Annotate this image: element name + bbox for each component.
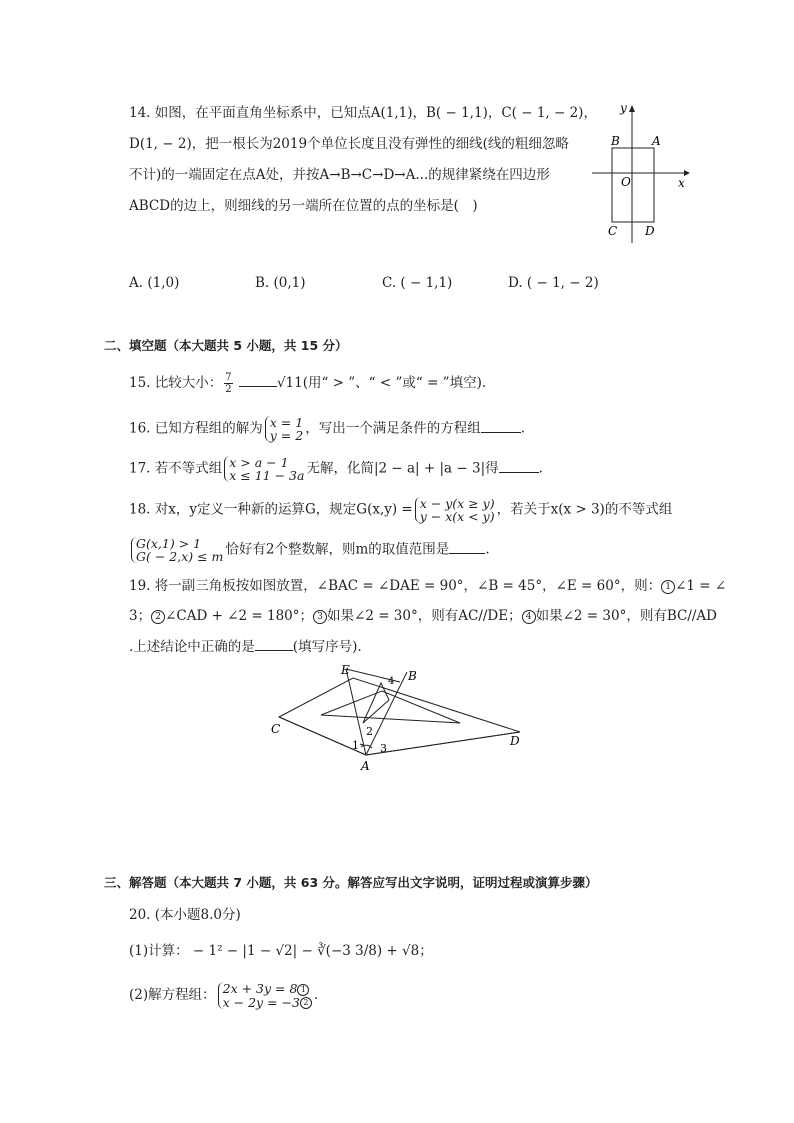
q15-numerator: 7: [225, 372, 232, 383]
q19-circle-1: 1: [661, 580, 675, 594]
q20-title: 20. (本小题8.0分): [129, 907, 241, 923]
q19-text1b: ∠1 = ∠: [675, 578, 727, 594]
q14-point-a: A: [652, 134, 661, 148]
q17-row1: x > a − 1: [229, 455, 289, 470]
q19-circle-2: 2: [151, 610, 165, 624]
q14-point-c: C: [608, 224, 618, 238]
q17-system: [224, 456, 304, 482]
q18-line1: [129, 497, 672, 523]
q15-answer-blank: [239, 386, 277, 387]
q14-option-d: D. ( − 1, − 2): [508, 275, 599, 291]
q19-text1: 19. 将一副三角板按如图放置，∠BAC = ∠DAE = 90°，∠B = 45°，∠E = 60°，则：: [129, 578, 662, 594]
q14-coordinate-figure: [592, 100, 692, 245]
q18-def-row1: x − y(x ≥ y): [419, 496, 495, 511]
q17-row2: x ≤ 11 − 3a: [229, 468, 305, 483]
q19-point-e: E: [341, 663, 350, 677]
q17-answer-blank: [499, 472, 539, 473]
q19-text3b: (填写序号).: [292, 639, 362, 655]
q14-line1: 14. 如图，在平面直角坐标系中，已知点A(1,1)，B( − 1,1)，C( − 1, − 2)，: [129, 105, 597, 121]
q18-sys-row1: G(x,1) > 1: [136, 536, 202, 551]
q18-sys-row2: G( − 2,x) ≤ m: [136, 549, 224, 564]
q15: [129, 372, 486, 395]
q19-text2c: 如果∠2 = 30°，则有AC//DE；: [327, 608, 522, 624]
q19-point-b: B: [408, 669, 417, 683]
q20-row1-text: 2x + 3y = 8: [222, 981, 298, 996]
q19-text2d: 如果∠2 = 30°，则有BC//AD: [535, 608, 717, 624]
q19-point-d: D: [510, 734, 520, 748]
q19-text2b: ∠CAD + ∠2 = 180°；: [165, 608, 314, 624]
q18-def-row2: y − x(x < y): [419, 509, 495, 524]
q14-point-b: B: [611, 134, 620, 148]
q15-suffix: (用“ > ”、“ < ”或“ = ”填空).: [302, 375, 487, 391]
q14-axis-x: x: [678, 176, 685, 190]
q19-point-a: A: [361, 759, 370, 773]
q16-row2: y = 2: [269, 428, 304, 443]
q18-system: [131, 537, 223, 563]
q17-suffix: 无解，化简|2 − a| + |a − 3|得: [306, 460, 499, 477]
q20-row2: [223, 996, 312, 1010]
q20-circle-2: 2: [300, 997, 312, 1009]
q19-line1: [129, 577, 726, 595]
q15-denominator: 2: [225, 384, 232, 395]
q14-line2: D(1, − 2)，把一根长为2019个单位长度且没有弹性的细线(线的粗细忽略: [129, 136, 569, 152]
q14-origin: O: [621, 175, 631, 189]
q17: 17. 若不等式组 x > a − 1 x ≤ 11 − 3a 无解，化简|2 − a| + |a − 3|得 .: [129, 455, 543, 483]
q15-prefix: 15. 比较大小：: [129, 375, 223, 391]
q19-line2: [129, 607, 717, 625]
q18-prefix: 18. 对x，y定义一种新的运算G，规定G(x,y) =: [129, 501, 413, 518]
q19-line3: [129, 638, 362, 656]
q14-option-b: B. (0,1): [255, 275, 306, 291]
q19-angle-1: 1: [352, 739, 359, 752]
q19-answer-blank: [255, 650, 293, 651]
q16: 16. 已知方程组的解为 x = 1 y = 2 ，写出一个满足条件的方程组 .: [129, 415, 525, 443]
q19-text2a: 3；: [129, 608, 152, 624]
q20-end: .: [313, 987, 319, 1003]
q18-suffix: 恰好有2个整数解，则m的取值范围是: [225, 541, 450, 558]
q19-circle-3: 3: [313, 610, 327, 624]
q16-suffix: ，写出一个满足条件的方程组: [305, 420, 481, 437]
q15-fraction: [224, 372, 232, 395]
q16-row1: x = 1: [269, 415, 304, 430]
q14-point-d: D: [645, 224, 655, 238]
q16-system: [265, 416, 303, 442]
section-2-heading: 二、填空题（本大题共 5 小题，共 15 分）: [104, 338, 348, 353]
q20-row2-text: x − 2y = −3: [222, 994, 300, 1010]
q20-circle-1: 1: [297, 984, 309, 996]
q19-point-c: C: [271, 722, 281, 736]
q20-part2: [129, 982, 318, 1009]
q19-triangle-figure: [265, 660, 540, 775]
q14-option-a: A. (1,0): [129, 275, 180, 291]
q15-sqrt: √11: [276, 375, 303, 391]
q19-text3: .上述结论中正确的是: [129, 639, 255, 655]
q18-answer-blank: [449, 553, 485, 554]
q14-axis-y: y: [620, 101, 627, 115]
q19-angle-3: 3: [380, 742, 387, 755]
q20-part2-prefix: (2)解方程组：: [129, 987, 216, 1003]
q16-answer-blank: [481, 432, 521, 433]
q16-prefix: 16. 已知方程组的解为: [129, 420, 263, 437]
q18-line2: G(x,1) > 1 G( − 2,x) ≤ m 恰好有2个整数解，则m的取值范围是 .: [129, 537, 490, 563]
q14-line4: ABCD的边上，则细线的另一端所在位置的点的坐标是( ): [129, 198, 478, 214]
q20-part1: (1)计算： − 1² − |1 − √2| − ∛(−3 3/8) + √8；: [129, 943, 433, 959]
q19-angle-2: 2: [366, 725, 373, 738]
q17-prefix: 17. 若不等式组: [129, 460, 223, 477]
q18-middle: ，若关于x(x > 3)的不等式组: [496, 501, 673, 518]
q14-option-c: C. ( − 1,1): [382, 275, 453, 291]
q20-row1: [223, 982, 312, 996]
q19-circle-4: 4: [522, 610, 536, 624]
q20-system: [218, 982, 312, 1009]
q19-angle-4: 4: [388, 676, 395, 687]
q14-line3: 不计)的一端固定在点A处，并按A→B→C→D→A...的规律紧绕在四边形: [129, 167, 550, 183]
q18-definition: [415, 497, 495, 523]
section-3-heading: 三、解答题（本大题共 7 小题，共 63 分。解答应写出文字说明，证明过程或演算步骤）: [104, 875, 598, 890]
